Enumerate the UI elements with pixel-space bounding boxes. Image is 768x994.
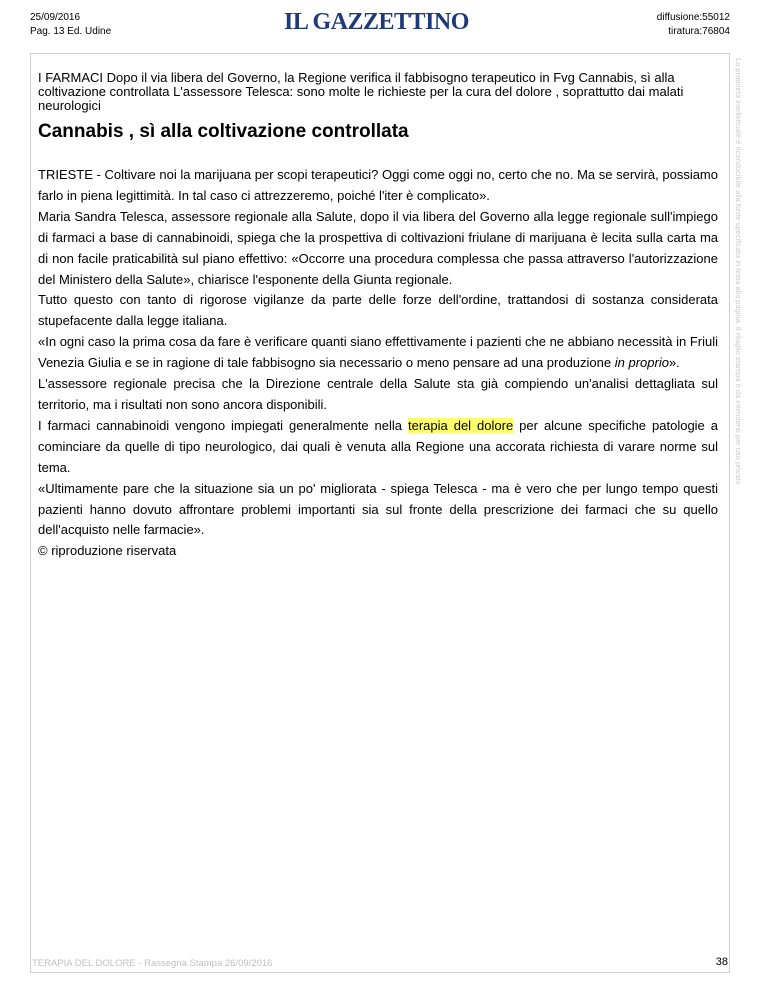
page-number: 38 [715,956,728,968]
article-title: Cannabis , sì alla coltivazione controllata [38,121,409,142]
header-meta-left [30,11,111,39]
paragraph-6-text-after: per alcune specifiche patologie a cominciare da quelle di tipo neurologico, dai quali è venuta alla Regione una accorata richiesta di varare norme sul tema. [38,417,718,475]
circulation-diffusione: diffusione:55012 [656,12,730,23]
article-body [38,165,718,562]
paragraph-4-end: ». [668,355,680,371]
highlighted-keyword: terapia del dolore [407,417,514,433]
paragraph-6 [38,416,718,479]
newspaper-masthead: IL GAZZETTINO [284,9,469,35]
paragraph-4 [38,332,718,374]
copyright-side-notice: La proprietà intellettuale è riconducibile alla fonte specificata in testa alla pagina. Il ritaglio stampa è da intendersi per uso privato [734,58,743,485]
paragraph-2: Maria Sandra Telesca, assessore regionale alla Salute, dopo il via libera del Governo alla legge regionale sull'impiego di farmaci a base di cannabinoidi, spiega che la prospettiva di coltivazioni friulane di marijuana è lecita sulla carta ma di non facile praticabilità sul piano effettivo: «Occorre una procedura complessa che passa attraverso l'autorizzazione del Ministero della Salute», chiarisce l'esponente della Giunta regionale. [38,208,718,287]
paragraph-6-text-before: I farmaci cannabinoidi vengono impiegati generalmente nella [38,417,408,433]
paragraph-1: TRIESTE - Coltivare noi la marijuana per scopi terapeutici? Oggi come oggi no, certo che no. Ma se servirà, possiamo farlo in piena legittimità. In tal caso ci attrezzeremo, poiché l'iter è complicato». [38,167,718,203]
circulation-tiratura: tiratura:76804 [668,26,730,37]
copyright-line: © riproduzione riservata [38,543,177,559]
footer-source: TERAPIA DEL DOLORE - Rassegna Stampa 26/09/2016 [32,958,273,969]
paragraph-5: L'assessore regionale precisa che la Direzione centrale della Salute sta già compiendo un'analisi dettagliata sul territorio, ma i risultati non sono ancora disponibili. [38,376,718,412]
paragraph-4-italic: in proprio [614,355,669,371]
publication-date: 25/09/2016 [30,12,81,23]
header-meta-right [657,11,730,39]
paragraph-3: Tutto questo con tanto di rigorose vigilanze da parte delle forze dell'ordine, trattandosi di sostanza considerata stupefacente dalla legge italiana. [38,292,718,329]
paragraph-7: «Ultimamente pare che la situazione sia un po' migliorata - spiega Telesca - ma è vero che per lungo tempo questi pazienti hanno dovuto affrontare problemi importanti sia sul fronte della prescrizione dei farmaci che su quello dell'acquisto nelle farmacie». [38,480,718,538]
paragraph-4-text: «In ogni caso la prima cosa da fare è verificare quanti siano effettivamente i pazienti che ne abbiano necessità in Friuli Venezia Giulia e se in ragione di tale fabbisogno sia necessario o meno pensare ad una produzione [38,334,718,371]
page-edition: Pag. 13 Ed. Udine [30,26,112,37]
article-kicker: I FARMACI Dopo il via libera del Governo, la Regione verifica il fabbisogno terapeutico in Fvg Cannabis, sì alla coltivazione controllata L'assessore Telesca: sono molte le richieste per la cura del dolore , soprattutto dai malati neurologici [38,70,684,113]
